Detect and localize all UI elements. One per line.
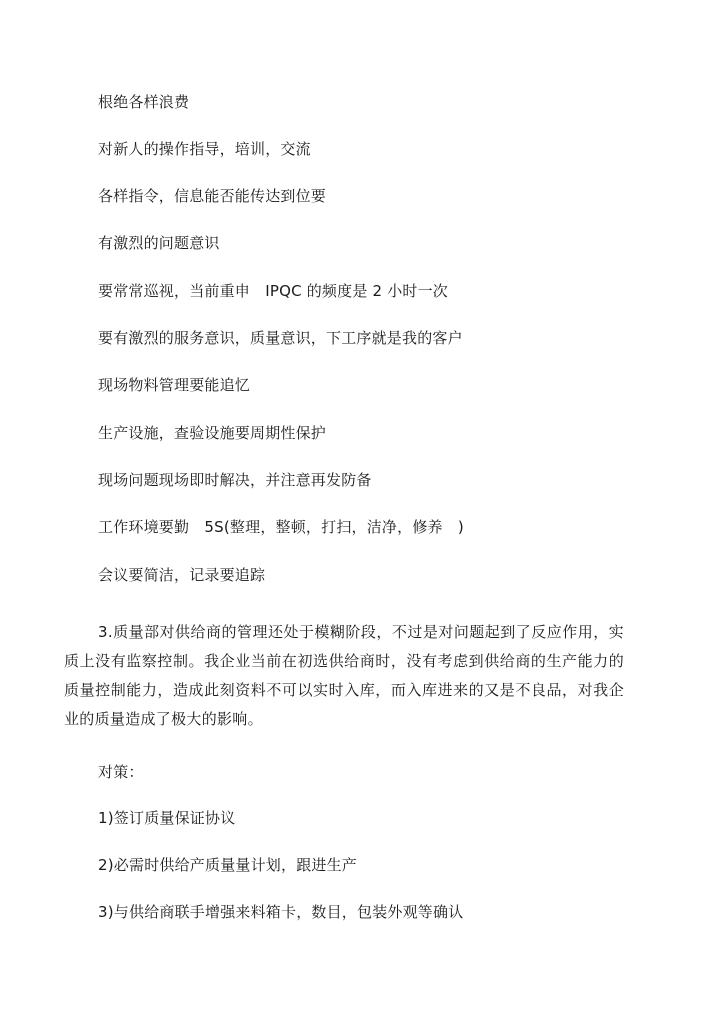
- text-line: 要常常巡视，当前重申 IPQC 的频度是 2 小时一次: [98, 282, 448, 300]
- text-line: 会议要简洁，记录要追踪: [98, 566, 266, 584]
- text-line: 根绝各样浪费: [98, 93, 190, 111]
- text-line: 1)签订质量保证协议: [98, 809, 236, 827]
- text-line: 有激烈的问题意识: [98, 234, 220, 252]
- body-paragraph: 3.质量部对供给商的管理还处于模糊阶段，不过是对问题起到了反应作用，实质上没有监察控制。我企业当前在初选供给商时，没有考虑到供给商的生产能力的质量控制能力，造成此刻资料不可以实时入库，而入库进来的又是不良品，对我企业的质量造成了极大的影响。: [64, 623, 624, 728]
- text-line: 现场问题现场即时解决，并注意再发防备: [98, 471, 372, 489]
- text-line: 现场物料管理要能追忆: [98, 376, 251, 394]
- text-line: 要有激烈的服务意识，质量意识，下工序就是我的客户: [98, 329, 463, 347]
- text-line: 生产设施，查验设施要周期性保护: [98, 424, 327, 442]
- text-line: 对新人的操作指导，培训，交流: [98, 140, 311, 158]
- text-line: 工作环境要勤 5S(整理，整顿，打扫，洁净，修养 ): [98, 518, 464, 536]
- text-line: 各样指令，信息能否能传达到位要: [98, 187, 327, 205]
- text-line: 2)必需时供给产质量量计划，跟进生产: [98, 856, 357, 874]
- text-line: 3)与供给商联手增强来料箱卡，数目，包装外观等确认: [98, 903, 464, 921]
- text-line: 对策：: [98, 763, 144, 781]
